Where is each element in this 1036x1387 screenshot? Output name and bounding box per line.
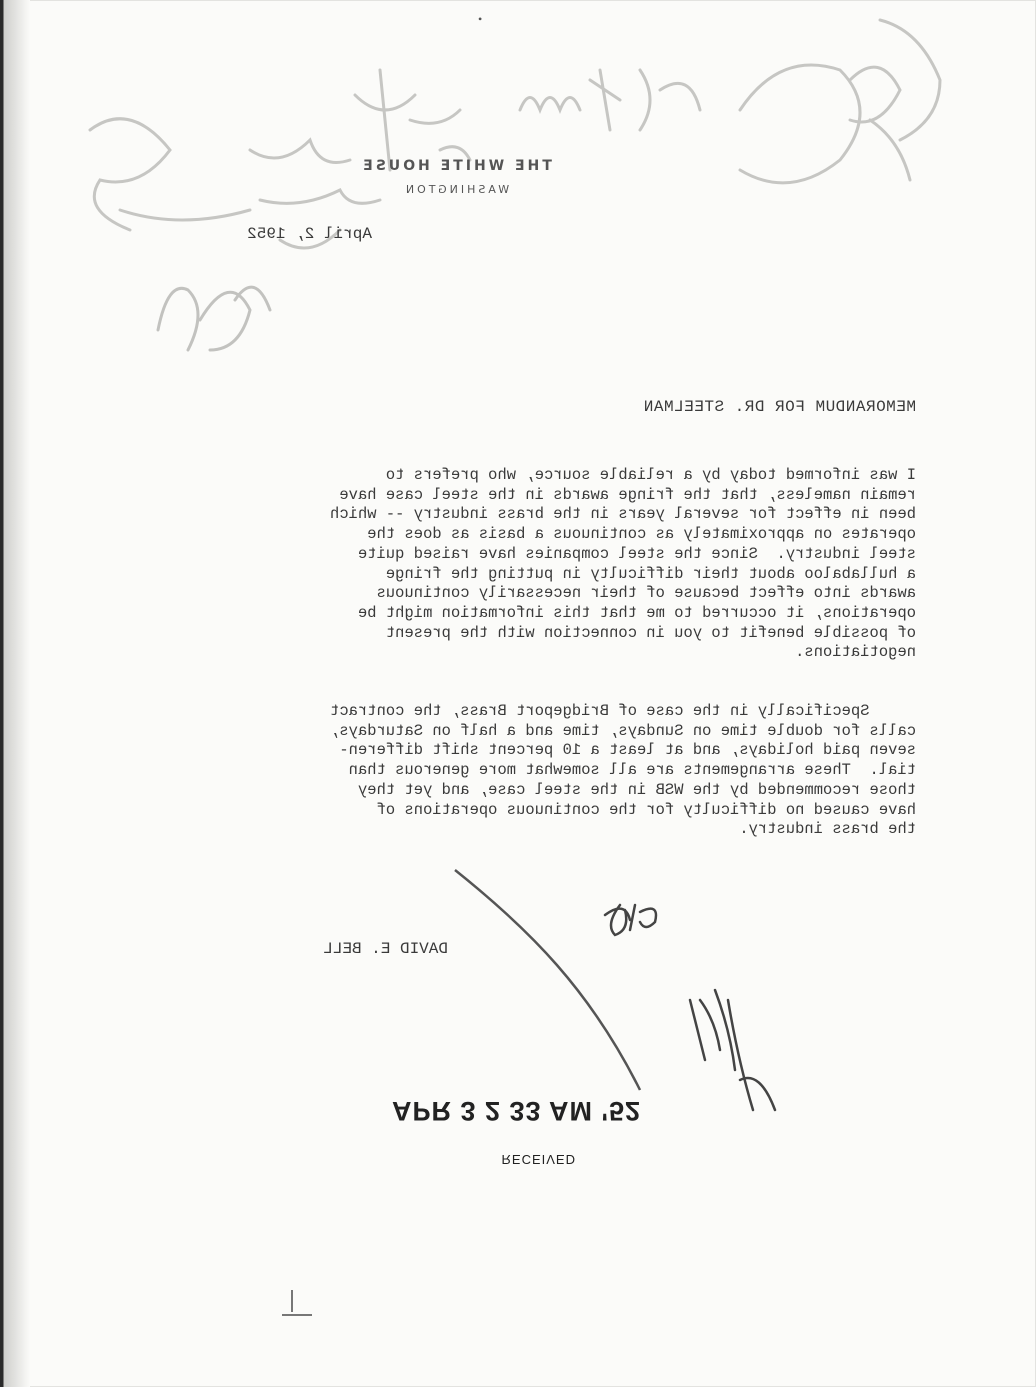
memo-heading: MEMORANDUM FOR DR. STEELMAN <box>643 398 916 416</box>
letterhead-organization: THE WHITE HOUSE <box>360 158 552 174</box>
memo-paragraph-2: Specifically in the case of Bridgeport Brass, the contract calls for double time on Sundays, time and a half on Saturdays, seven paid holidays, and at least a 10 percent shift differen- tial. These arrangements are all somewhat more generous than those recommended by the WSB in the steel case, and yet they have caused no difficulty for the continuous operations of the brass industry. <box>330 702 916 839</box>
received-stamp-label: RECEIVED <box>501 1152 576 1167</box>
letterhead <box>326 158 586 196</box>
memo-paragraph-1: I was informed today by a reliable source, who prefers to remain nameless, that the fringe awards in the steel case have been in effect for several years in the brass industry -- which operates on approximately as continuous a basis as does the steel industry. Since the steel companies have raised quite a hullabaloo about their difficulty in putting the fringe awards into effect because of their necessarily continuous operations, it occurred to me that this information might be of possible benefit to you in connection with the present negotiations. <box>330 466 916 662</box>
top-mark: • <box>478 12 483 26</box>
received-stamp-date: APR 3 2 33 AM '52 <box>391 1096 641 1126</box>
sheet-edge <box>0 0 30 1387</box>
signer-name: DAVID E. BELL <box>323 940 448 958</box>
memo-date: April 2, 1952 <box>247 225 372 243</box>
letterhead-city: WASHINGTON <box>402 183 510 196</box>
